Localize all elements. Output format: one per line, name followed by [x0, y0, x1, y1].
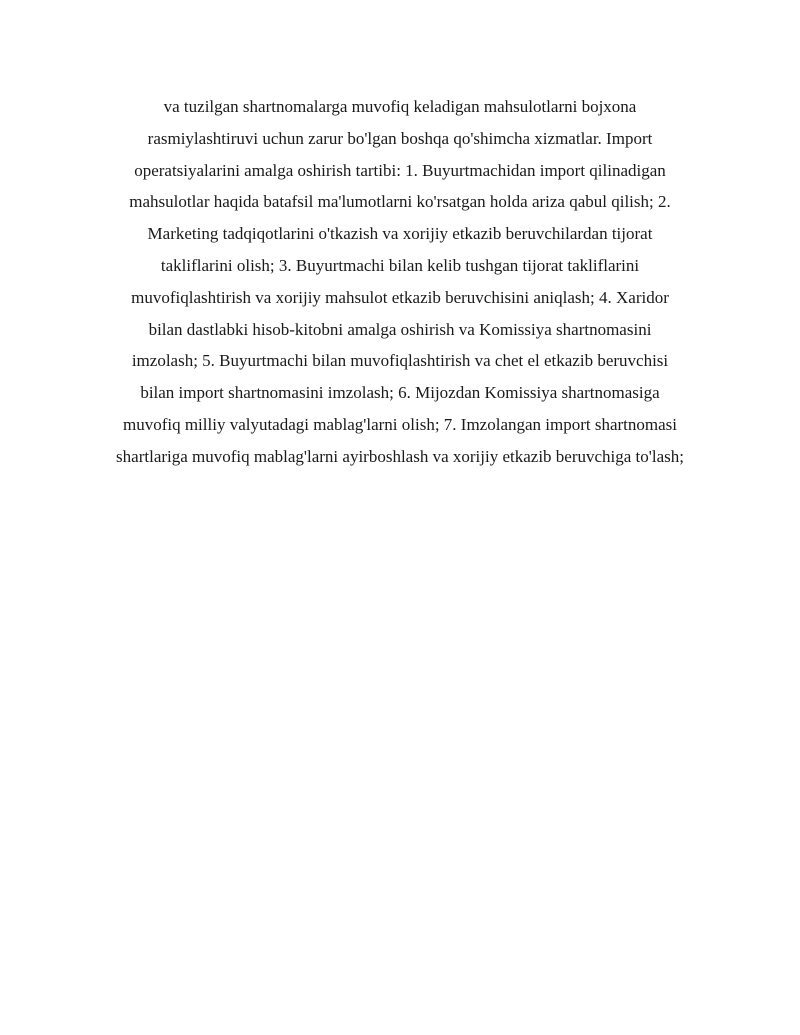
paragraph-line-7: muvofiqlashtirish va xorijiy mahsulot etkazib beruvchisini aniqlash; 4. Xaridor	[131, 287, 669, 307]
body-paragraph	[90, 91, 710, 473]
paragraph-line-6: takliflarini olish; 3. Buyurtmachi bilan kelib tushgan tijorat takliflarini	[160, 255, 640, 275]
paragraph-line-5: Marketing tadqiqotlarini o'tkazish va xorijiy etkazib beruvchilardan tijorat	[147, 224, 653, 244]
paragraph-line-8: bilan dastlabki hisob-kitobni amalga oshirish va Komissiya shartnomasini	[148, 319, 652, 339]
paragraph-line-11: muvofiq milliy valyutadagi mablag'larni olish; 7. Imzolangan import shartnomasi	[122, 414, 678, 434]
paragraph-line-12: shartlariga muvofiq mablag'larni ayirboshlash va xorijiy etkazib beruvchiga to'lash;	[116, 446, 684, 466]
paragraph-line-3: operatsiyalarini amalga oshirish tartibi: 1. Buyurtmachidan import qilinadigan	[134, 160, 666, 180]
paragraph-line-1: va tuzilgan shartnomalarga muvofiq keladigan mahsulotlarni bojxona	[163, 97, 637, 116]
paragraph-line-10: bilan import shartnomasini imzolash; 6. Mijozdan Komissiya shartnomasiga	[140, 383, 660, 403]
paragraph-line-2: rasmiylashtiruvi uchun zarur bo'lgan boshqa qo'shimcha xizmatlar. Import	[147, 128, 653, 148]
paragraph-line-4: mahsulotlar haqida batafsil ma'lumotlarni ko'rsatgan holda ariza qabul qilish; 2.	[129, 192, 671, 212]
paragraph-line-9: imzolash; 5. Buyurtmachi bilan muvofiqlashtirish va chet el etkazib beruvchisi	[131, 351, 669, 371]
